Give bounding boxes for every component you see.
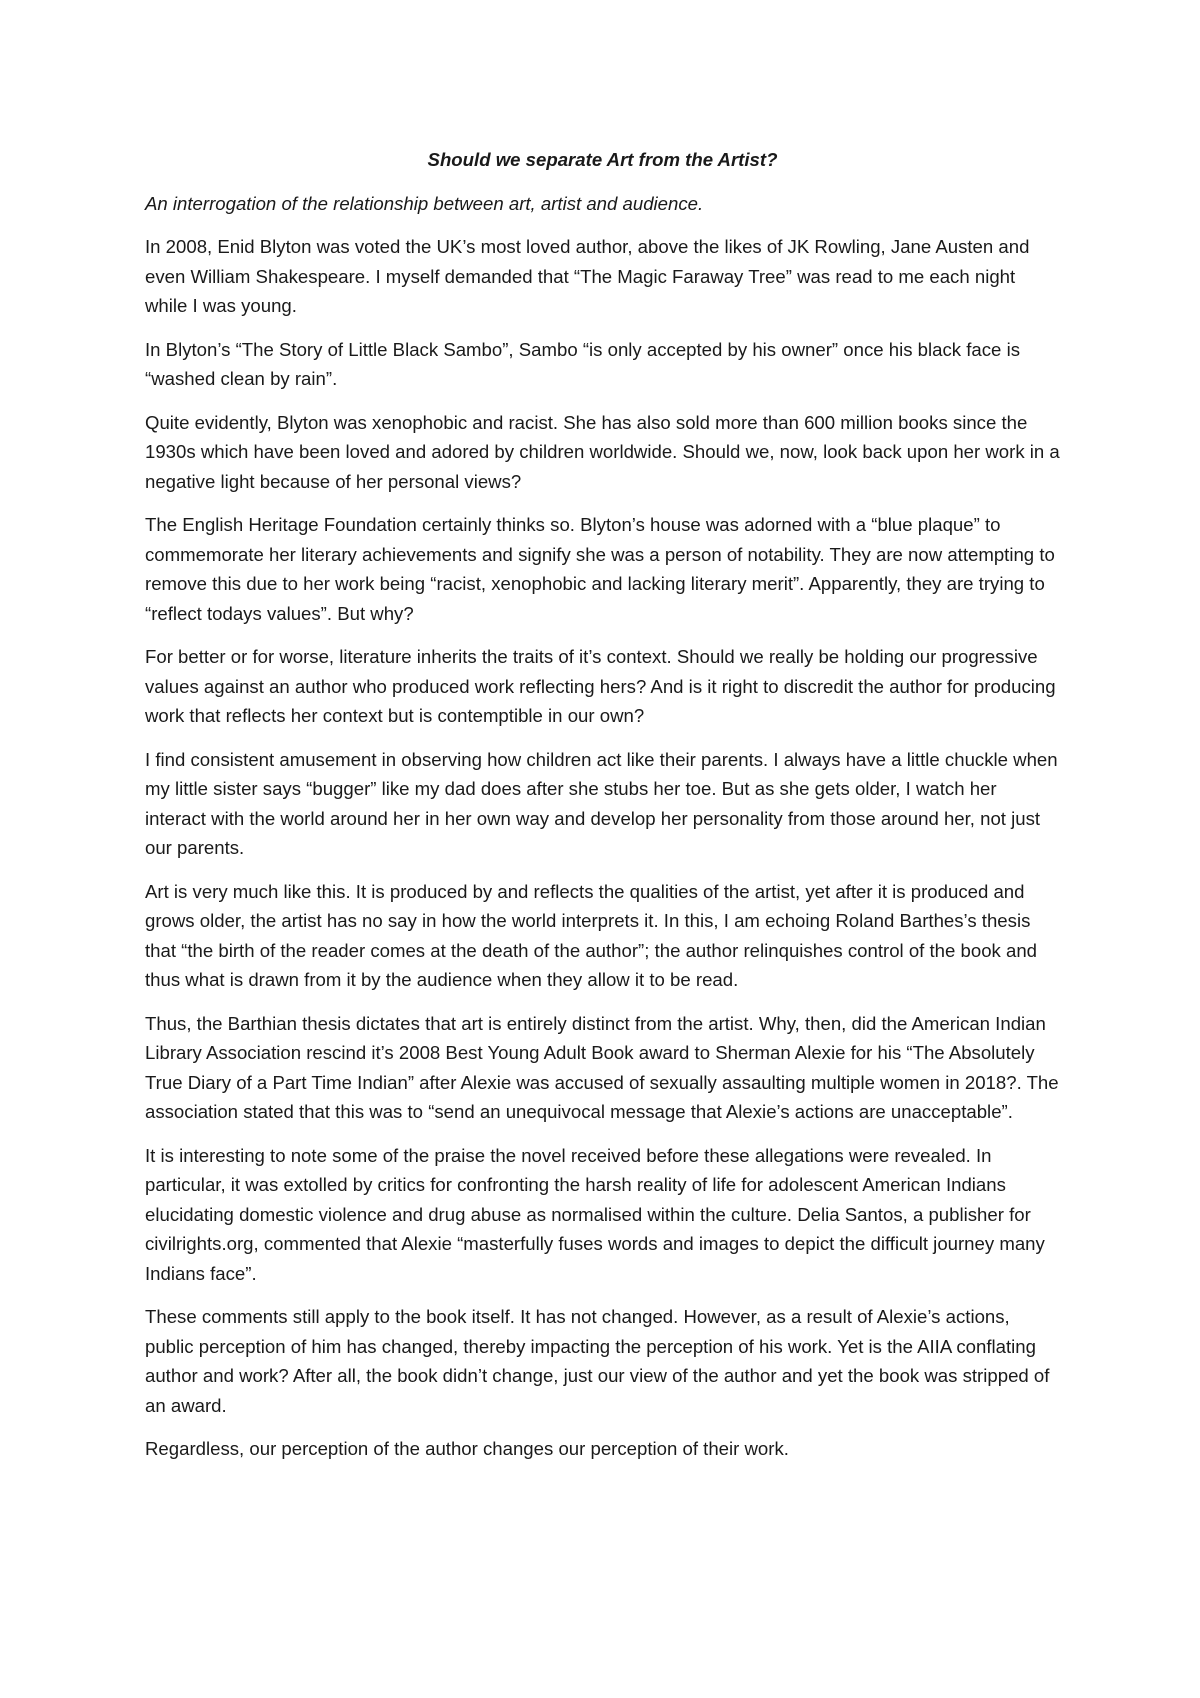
document-subtitle: An interrogation of the relationship between art, artist and audience.	[145, 192, 704, 214]
paragraph-8: Thus, the Barthian thesis dictates that art is entirely distinct from the artist. Why, then, did the American Indian Library Association rescind it’s 2008 Best Young Adult Book award to Sherman Alexie for his “The Absolutely True Diary of a Part Time Indian” after Alexie was accused of sexually assaulting multiple women in 2018?. The association stated that this was to “send an unequivocal message that Alexie’s actions are unacceptable”.	[145, 1012, 1059, 1122]
document-page	[145, 145, 1060, 1464]
paragraph-6: I find consistent amusement in observing how children act like their parents. I always have a little chuckle when my little sister says “bugger” like my dad does after she stubs her toe. But as she gets older, I watch her interact with the world around her in her own way and develop her personality from those around her, not just our parents.	[145, 748, 1058, 858]
paragraph-3: Quite evidently, Blyton was xenophobic and racist. She has also sold more than 600 million books since the 1930s which have been loved and adored by children worldwide. Should we, now, look back upon her work in a negative light because of her personal views?	[145, 411, 1060, 492]
paragraph-5: For better or for worse, literature inherits the traits of it’s context. Should we really be holding our progressive values against an author who produced work reflecting hers? And is it right to discredit the author for producing work that reflects her context but is contemptible in our own?	[145, 646, 1056, 726]
paragraph-11: Regardless, our perception of the author changes our perception of their work.	[145, 1438, 789, 1459]
document-title: Should we separate Art from the Artist?	[427, 149, 778, 170]
paragraph-2: In Blyton’s “The Story of Little Black Sambo”, Sambo “is only accepted by his owner” once his black face is “washed clean by rain”.	[145, 338, 1020, 389]
paragraph-7: Art is very much like this. It is produced by and reflects the qualities of the artist, yet after it is produced and grows older, the artist has no say in how the world interprets it. In this, I am echoing Roland Barthes’s thesis that “the birth of the reader comes at the death of the author”; the author relinquishes control of the book and thus what is drawn from it by the audience when they allow it to be read.	[145, 880, 1038, 990]
paragraph-9: It is interesting to note some of the praise the novel received before these allegations were revealed. In particular, it was extolled by critics for confronting the harsh reality of life for adolescent American Indians elucidating domestic violence and drug abuse as normalised within the culture. Delia Santos, a publisher for civilrights.org, commented that Alexie “masterfully fuses words and images to depict the difficult journey many Indians face”.	[145, 1144, 1045, 1284]
paragraph-4: The English Heritage Foundation certainly thinks so. Blyton’s house was adorned with a “blue plaque” to commemorate her literary achievements and signify she was a person of notability. They are now attempting to remove this due to her work being “racist, xenophobic and lacking literary merit”. Apparently, they are trying to “reflect todays values”. But why?	[145, 514, 1055, 624]
paragraph-1: In 2008, Enid Blyton was voted the UK’s most loved author, above the likes of JK Rowling, Jane Austen and even William Shakespeare. I myself demanded that “The Magic Faraway Tree” was read to me each night while I was young.	[145, 236, 1030, 316]
paragraph-10: These comments still apply to the book itself. It has not changed. However, as a result of Alexie’s actions, public perception of him has changed, thereby impacting the perception of his work. Yet is the AIIA conflating author and work? After all, the book didn’t change, just our view of the author and yet the book was stripped of an award.	[145, 1306, 1050, 1416]
